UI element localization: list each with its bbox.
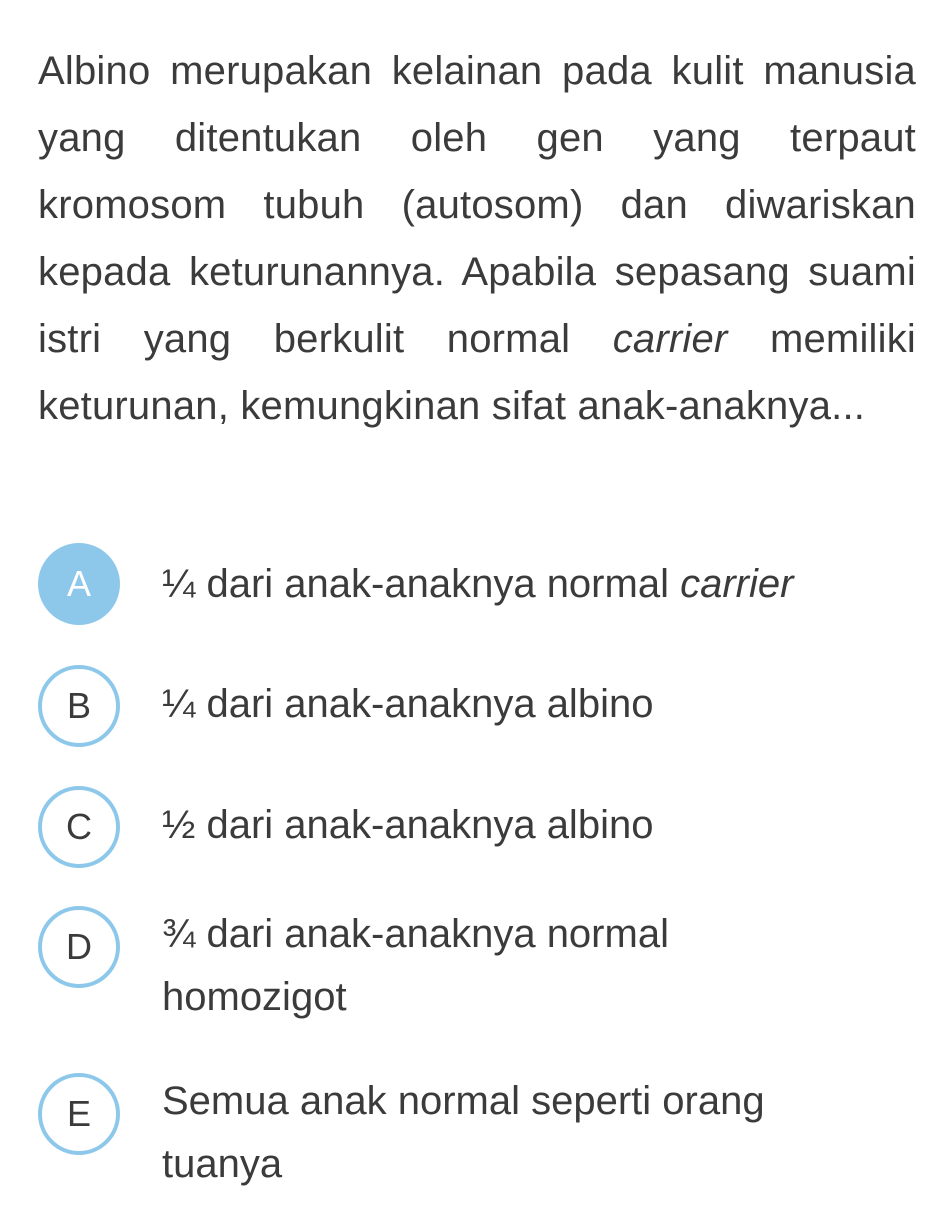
option-e-letter: E [66, 1093, 91, 1134]
option-a-letter: A [66, 563, 91, 604]
option-e-bubble[interactable] [38, 1073, 120, 1155]
option-c-bubble[interactable] [38, 786, 120, 868]
option-c-text: ½ dari anak-anaknya albino [162, 803, 654, 847]
option-a-text [162, 553, 912, 616]
option-d-letter: D [66, 926, 92, 967]
option-a-label: ¼ dari anak-anaknya normal [162, 562, 681, 606]
question-text-italic: carrier [612, 317, 728, 361]
option-a-bubble[interactable] [38, 543, 120, 625]
option-b-bubble[interactable] [38, 665, 120, 747]
question-text-part2: memiliki keturunan, kemungkinan sifat anak-anaknya... [38, 317, 916, 428]
question-text-part1: Albino merupakan kelainan pada kulit manusia yang ditentukan oleh gen yang terpaut kromosom tubuh (autosom) dan diwariskan kepada keturunannya. Apabila sepasang suami istri yang berkulit normal [38, 49, 916, 361]
option-e-text: Semua anak normal seperti orang tuanya [162, 1079, 765, 1186]
option-d-text: ¾ dari anak-anaknya normal homozigot [162, 912, 669, 1019]
option-a-italic: carrier [680, 562, 794, 606]
option-b-letter: B [66, 685, 91, 726]
option-b-text: ¼ dari anak-anaknya albino [162, 682, 654, 726]
option-c-letter: C [66, 806, 92, 847]
option-d-bubble[interactable] [38, 906, 120, 988]
